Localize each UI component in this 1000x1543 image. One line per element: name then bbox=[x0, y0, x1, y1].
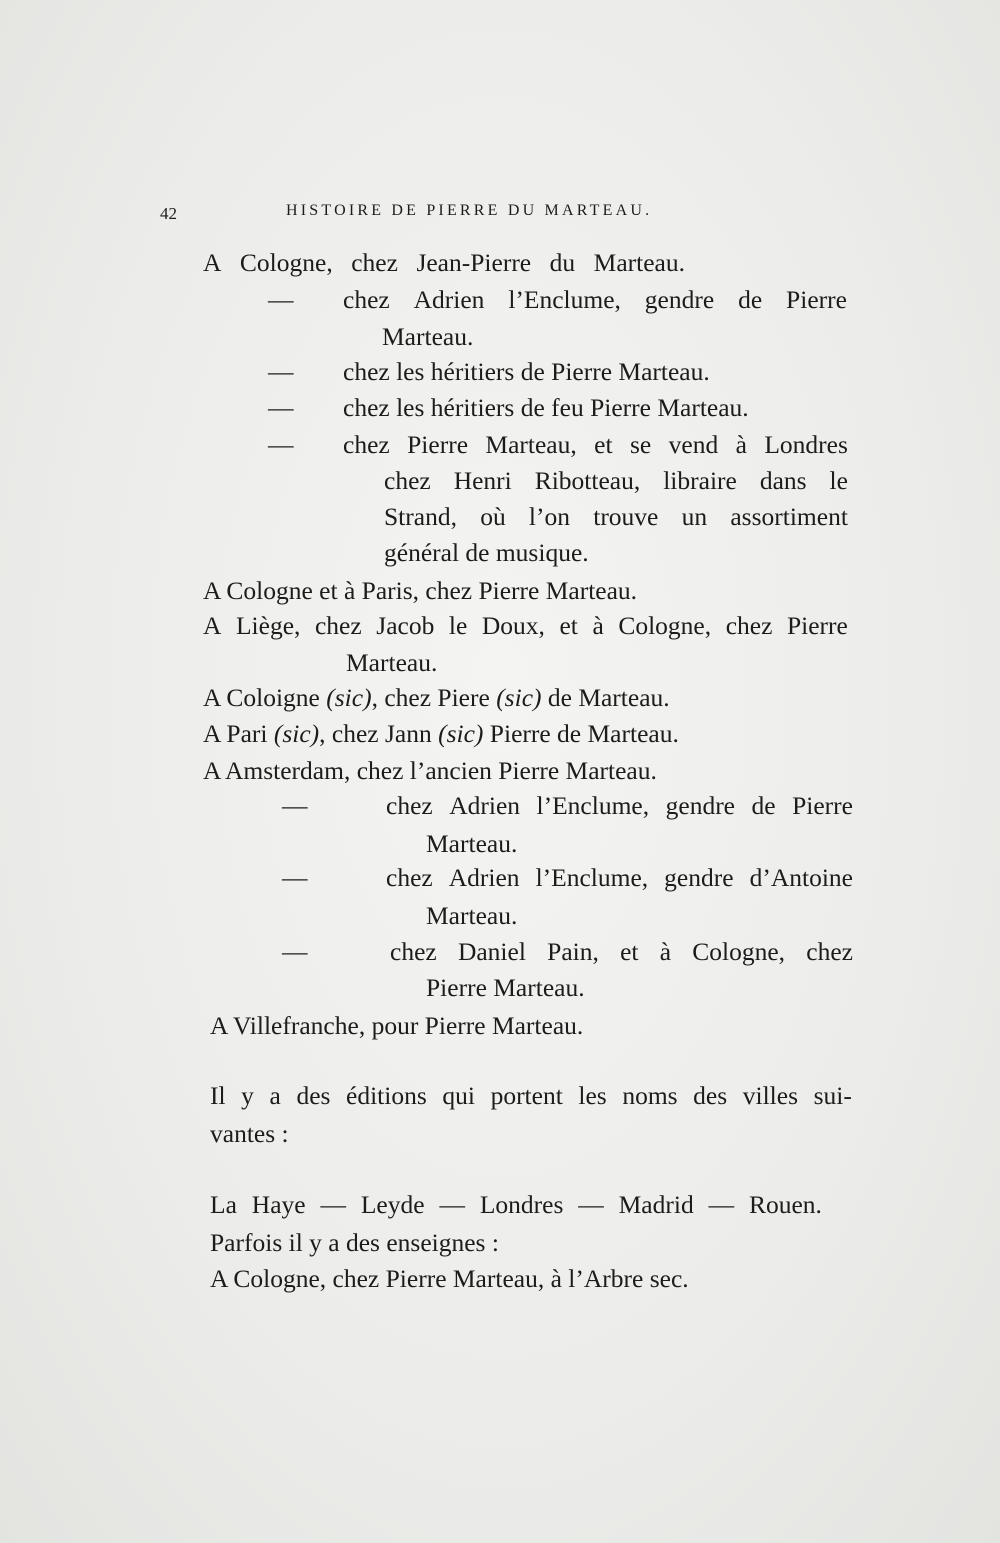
paragraph-line: vantes : bbox=[210, 1119, 289, 1148]
word: Ribotteau, bbox=[534, 466, 641, 495]
text-segment: A Pari bbox=[203, 719, 274, 748]
word: La bbox=[210, 1190, 237, 1219]
entry-line-10: A Cologne et à Paris, chez Pierre Marteau. bbox=[203, 576, 638, 605]
word: le bbox=[448, 611, 468, 640]
word: Haye bbox=[251, 1190, 306, 1219]
entry-line-8 bbox=[384, 502, 848, 532]
word: qui bbox=[442, 1081, 475, 1110]
word: y bbox=[241, 1081, 254, 1110]
word: chez bbox=[314, 611, 362, 640]
word: A bbox=[203, 248, 222, 277]
word: Strand, bbox=[384, 502, 457, 531]
word: et bbox=[559, 611, 578, 640]
word: du bbox=[549, 248, 576, 277]
sic-note: (sic) bbox=[273, 719, 320, 748]
running-head: HISTOIRE DE PIERRE DU MARTEAU. bbox=[286, 202, 653, 219]
ditto-dash: — bbox=[268, 430, 294, 459]
word: à bbox=[592, 611, 604, 640]
word: le bbox=[829, 466, 848, 495]
word: éditions bbox=[346, 1081, 427, 1110]
word: villes bbox=[742, 1081, 799, 1110]
entry-line-1 bbox=[203, 248, 685, 278]
cities-line bbox=[210, 1190, 822, 1220]
word: gendre bbox=[644, 285, 715, 314]
paragraph-line: Parfois il y a des enseignes : bbox=[210, 1228, 499, 1257]
entry-line-20 bbox=[390, 937, 853, 967]
word: chez bbox=[343, 430, 390, 459]
word: l’Enclume, bbox=[536, 791, 650, 820]
word: de bbox=[738, 285, 763, 314]
sic-note: (sic) bbox=[496, 683, 542, 712]
paragraph-line bbox=[210, 1081, 852, 1111]
entry-line-17: Marteau. bbox=[426, 829, 518, 858]
word: les bbox=[578, 1081, 607, 1110]
word: chez bbox=[386, 863, 433, 892]
text-segment: , chez Jann bbox=[319, 719, 439, 748]
word: l’Enclume, bbox=[508, 285, 621, 314]
entry-line-14 bbox=[203, 719, 679, 749]
entry-line-22: A Villefranche, pour Pierre Marteau. bbox=[210, 1011, 584, 1040]
entry-line-16 bbox=[386, 791, 853, 821]
ditto-dash: — bbox=[282, 791, 308, 820]
word: Cologne, bbox=[239, 248, 333, 277]
word: assortiment bbox=[730, 502, 848, 531]
word: — bbox=[578, 1190, 604, 1219]
word: — bbox=[439, 1190, 465, 1219]
word: libraire bbox=[663, 466, 737, 495]
word: Adrien bbox=[448, 863, 520, 892]
word: un bbox=[681, 502, 708, 531]
ditto-dash: — bbox=[282, 937, 308, 966]
word: — bbox=[708, 1190, 735, 1219]
word: Rouen. bbox=[748, 1190, 822, 1219]
word: Doux, bbox=[481, 611, 545, 640]
word: Jean-Pierre bbox=[416, 248, 532, 277]
word: portent bbox=[490, 1081, 563, 1110]
word: des bbox=[296, 1081, 331, 1110]
page-number: 42 bbox=[160, 204, 177, 223]
word: Jacob bbox=[376, 611, 435, 640]
word: Pierre bbox=[407, 430, 469, 459]
ditto-dash: — bbox=[268, 357, 294, 386]
word: et bbox=[594, 430, 613, 459]
text-segment: , chez Piere bbox=[371, 683, 497, 712]
text-segment: A Coloigne bbox=[203, 683, 327, 712]
entry-line-3: Marteau. bbox=[382, 322, 474, 351]
entry-line-2 bbox=[343, 285, 847, 315]
sic-note: (sic) bbox=[438, 719, 484, 748]
word: Pierre bbox=[786, 611, 848, 640]
word: dans bbox=[759, 466, 807, 495]
entry-line-15: A Amsterdam, chez l’ancien Pierre Marteau. bbox=[203, 756, 657, 785]
entry-line-13 bbox=[203, 683, 670, 713]
word: a bbox=[269, 1081, 281, 1110]
word: A bbox=[203, 611, 222, 640]
word: Marteau, bbox=[485, 430, 577, 459]
entry-line-21: Pierre Marteau. bbox=[426, 973, 585, 1002]
word: Londres bbox=[479, 1190, 564, 1219]
ditto-dash: — bbox=[282, 863, 308, 892]
word: trouve bbox=[593, 502, 659, 531]
word: Pain, bbox=[547, 937, 599, 966]
word: chez bbox=[725, 611, 773, 640]
word: chez bbox=[343, 285, 390, 314]
entry-line-7 bbox=[384, 466, 848, 496]
word: chez bbox=[351, 248, 398, 277]
ditto-dash: — bbox=[268, 285, 294, 314]
word: chez bbox=[384, 466, 431, 495]
word: des bbox=[693, 1081, 728, 1110]
word: noms bbox=[622, 1081, 678, 1110]
paragraph-line: A Cologne, chez Pierre Marteau, à l’Arbre sec. bbox=[210, 1264, 689, 1293]
page-header bbox=[0, 200, 1000, 226]
word: Londres bbox=[764, 430, 848, 459]
entry-line-5: chez les héritiers de feu Pierre Marteau. bbox=[343, 393, 749, 422]
entry-line-6 bbox=[343, 430, 848, 460]
word: à bbox=[735, 430, 747, 459]
word: Pierre bbox=[786, 285, 847, 314]
word: se bbox=[629, 430, 652, 459]
word: sui- bbox=[813, 1081, 852, 1110]
ditto-dash: — bbox=[268, 393, 294, 422]
text-segment: Pierre de Marteau. bbox=[483, 719, 679, 748]
word: — bbox=[320, 1190, 346, 1219]
entry-line-4: chez les héritiers de Pierre Marteau. bbox=[343, 357, 710, 386]
entry-line-19: Marteau. bbox=[426, 901, 518, 930]
word: Marteau. bbox=[593, 248, 685, 277]
word: Adrien bbox=[449, 791, 521, 820]
entry-line-9: général de musique. bbox=[384, 538, 589, 567]
word: Madrid bbox=[618, 1190, 694, 1219]
word: chez bbox=[386, 791, 433, 820]
text-segment: de Marteau. bbox=[541, 683, 670, 712]
word: Cologne, bbox=[692, 937, 786, 966]
word: vend bbox=[668, 430, 719, 459]
word: Henri bbox=[453, 466, 512, 495]
word: où bbox=[480, 502, 506, 531]
entry-line-11 bbox=[203, 611, 848, 641]
word: d’Antoine bbox=[749, 863, 853, 892]
sic-note: (sic) bbox=[326, 683, 372, 712]
word: Leyde bbox=[360, 1190, 425, 1219]
word: l’Enclume, bbox=[535, 863, 649, 892]
word: Daniel bbox=[457, 937, 526, 966]
word: chez bbox=[390, 937, 437, 966]
word: gendre bbox=[665, 791, 736, 820]
word: de bbox=[751, 791, 776, 820]
word: l’on bbox=[528, 502, 570, 531]
word: Il bbox=[210, 1081, 226, 1110]
word: gendre bbox=[664, 863, 734, 892]
word: Pierre bbox=[792, 791, 853, 820]
entry-line-12: Marteau. bbox=[346, 648, 438, 677]
word: Liège, bbox=[235, 611, 301, 640]
word: et bbox=[620, 937, 639, 966]
word: chez bbox=[806, 937, 853, 966]
entry-line-18 bbox=[386, 863, 853, 893]
word: Adrien bbox=[413, 285, 485, 314]
word: Cologne, bbox=[618, 611, 712, 640]
word: à bbox=[659, 937, 672, 966]
